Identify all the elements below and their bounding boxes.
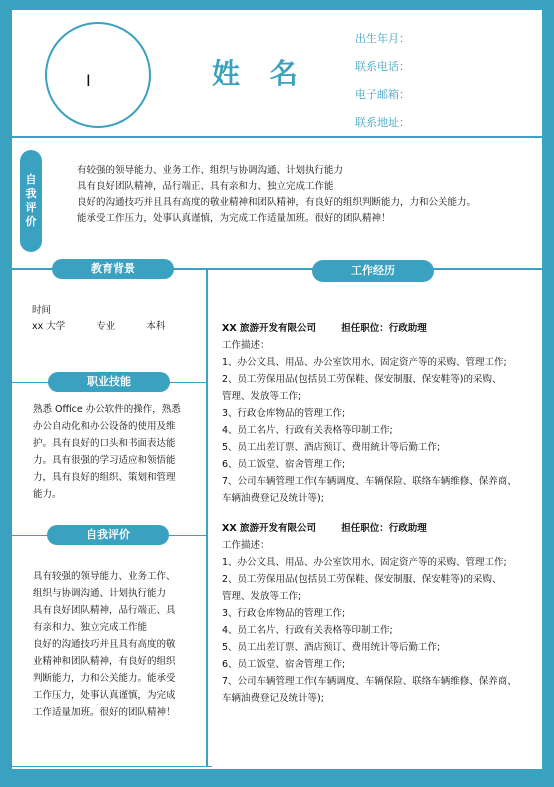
job-line: 2、员工劳保用品(包括员工劳保鞋、保安制服、保安鞋等)的采购、 <box>222 574 502 585</box>
job-line: 5、员工出差订票、酒店预订、费用统计等后勤工作; <box>222 642 441 653</box>
photo-placeholder[interactable] <box>45 22 151 128</box>
text-line: 熟悉 Office 办公软件的操作，熟悉 <box>33 404 181 415</box>
text-line: 业精神和团队精神，有良好的组织 <box>33 656 176 667</box>
text-line: 工作压力，处事认真谨慎，为完成 <box>33 690 176 701</box>
job-line: 6、员工饭堂、宿舍管理工作; <box>222 659 346 670</box>
text-cursor: I <box>86 71 91 90</box>
job-line: 3、行政仓库物品的管理工作; <box>222 608 346 619</box>
tab-char: 我 <box>25 187 37 200</box>
self-eval-text <box>77 163 537 227</box>
text-line: 良好的沟通技巧并且具有高度的敬业精神和团队精神，有良好的组织判断能力，力和公关能力。 <box>77 197 477 208</box>
education-heading: 教育背景 <box>52 259 174 279</box>
left-bottom-line <box>12 766 212 767</box>
job-line: 7、公司车辆管理工作(车辆调度、车辆保险、联络车辆维修、保养商、 <box>222 476 517 487</box>
skills-heading: 职业技能 <box>48 372 170 392</box>
job-line: 管理、发放等工作; <box>222 391 302 402</box>
text-line: 能承受工作压力，处事认真谨慎，为完成工作适量加班。很好的团队精神！ <box>77 213 391 224</box>
text-line: 判断能力，力和公关能力。能承受 <box>33 673 176 684</box>
edu-row <box>32 319 193 335</box>
self-eval-heading: 自我评价 <box>47 525 169 545</box>
text-line: 工作适量加班。很好的团队精神！ <box>33 707 176 718</box>
email-label: 电子邮箱： <box>355 88 410 101</box>
work-heading: 工作经历 <box>312 260 434 282</box>
job-line: 4、员工名片、行政有关表格等印制工作; <box>222 625 393 636</box>
text-line: 办公自动化和办公设备的使用及维 <box>33 421 176 432</box>
job-line: 5、员工出差订票、酒店预订、费用統计等后勤工作; <box>222 442 441 453</box>
frame-bottom <box>0 769 554 787</box>
text-line: 护。具有良好的口头和书面表达能 <box>33 438 176 449</box>
edu-time: 时间 <box>32 305 52 316</box>
job-line: 4、员工名片、行政有关表格等印制工作; <box>222 425 393 436</box>
frame-left <box>0 0 12 787</box>
job-desc-label: 工作描述： <box>222 340 270 351</box>
tab-char: 评 <box>25 201 37 214</box>
job-line: 车辆油费登记及统计等); <box>222 693 324 704</box>
job-line: 3、行政仓库物品的管理工作; <box>222 408 346 419</box>
job-company: XX 旅游开发有限公司 <box>222 323 316 334</box>
tab-char: 自 <box>25 173 37 186</box>
job-line: 7、公司车辆管理工作(车辆调度、车辆保险、联络车辆维修、保养商、 <box>222 676 517 687</box>
edu-degree: 本科 <box>146 321 166 332</box>
education-section <box>32 303 193 335</box>
contact-info <box>355 25 410 137</box>
birth-date-label: 出生年月： <box>355 32 410 45</box>
name-title: 姓 名 <box>212 57 308 90</box>
edu-school: xx 大学 <box>32 321 66 332</box>
text-line: 具有较强的领导能力、业务工作、 <box>33 571 176 582</box>
tab-char: 价 <box>25 215 37 228</box>
self-eval-tab <box>20 150 42 252</box>
text-line: 力，具有良好的组织、策划和管理 <box>33 472 176 483</box>
job-company: XX 旅游开发有限公司 <box>222 523 316 534</box>
text-line: 具有良好团队精神，品行端正、具 <box>33 605 176 616</box>
frame-right <box>542 0 554 787</box>
text-line: 力。具有很强的学习适应和领悟能 <box>33 455 176 466</box>
skills-text <box>33 401 195 503</box>
text-line: 具有良好团队精神，品行端正、具有亲和力、独立完成工作能 <box>77 181 334 192</box>
phone-label: 联系电话： <box>355 60 410 73</box>
job-line: 管理、发放等工作; <box>222 591 302 602</box>
job-header <box>222 320 527 337</box>
text-line: 良好的沟通技巧并且具有高度的敬 <box>33 639 176 650</box>
job-line: 车辆油费登记及统计等); <box>222 493 324 504</box>
job-header <box>222 520 527 537</box>
job-position: 担任职位：行政助理 <box>341 523 427 534</box>
text-line: 组织与协调沟通、计划执行能力 <box>33 588 167 599</box>
job-line: 1、办公文具、用品、办公室饮用水、固定资产等的采购、管理工作; <box>222 557 507 568</box>
text-line: 有亲和力、独立完成工作能 <box>33 622 148 633</box>
text-line: 能力。 <box>33 489 62 500</box>
job-line: 2、员工劳保用品(包括员工劳保鞋、保安制服、保安鞋等)的采购、 <box>222 374 502 385</box>
frame-top <box>0 0 554 10</box>
edu-major: 专业 <box>96 321 116 332</box>
job-desc-label: 工作描述： <box>222 540 270 551</box>
job-line: 1、办公文具、用品、办公室饮用水、固定资产等的采购、管理工作; <box>222 357 507 368</box>
header-divider <box>12 136 542 138</box>
self-eval-left-text <box>33 568 195 721</box>
address-label: 联系地址： <box>355 116 410 129</box>
job-line: 6、员工饭堂、宿舍管理工作; <box>222 459 346 470</box>
job-position: 担任职位：行政助理 <box>341 323 427 334</box>
job-entry <box>222 320 527 507</box>
column-divider <box>206 270 208 767</box>
job-entry <box>222 520 527 707</box>
text-line: 有较强的领导能力、业务工作、组织与协调沟通、计划执行能力 <box>77 165 344 176</box>
